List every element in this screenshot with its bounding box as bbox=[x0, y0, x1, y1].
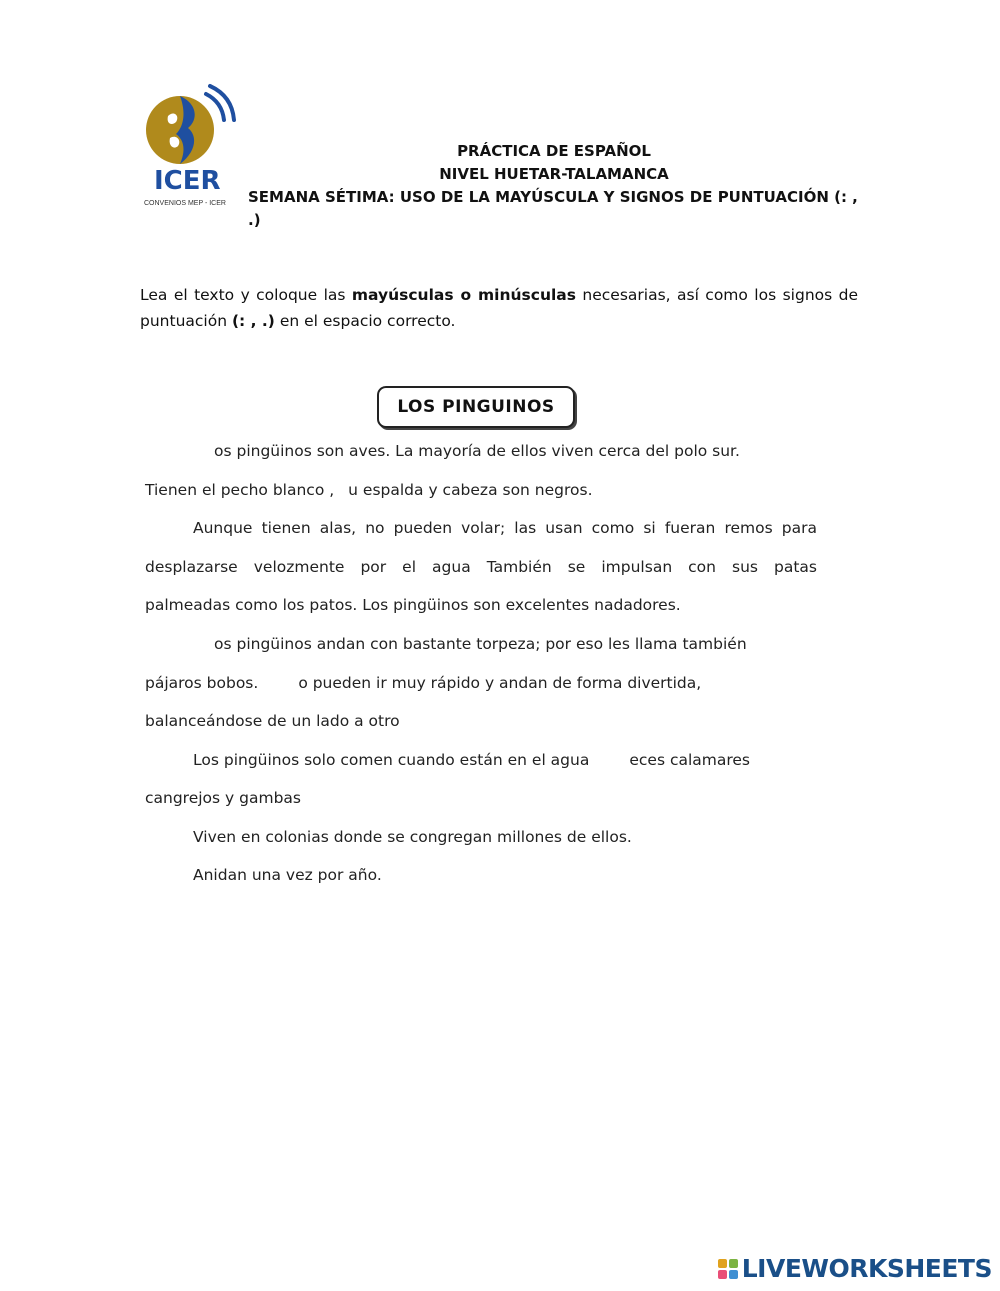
story-line-1-text: os pingüinos son aves. La mayoría de ellos viven cerca del polo sur. bbox=[214, 442, 740, 460]
story-line-9-text-a: Los pingüinos solo comen cuando están en el agua bbox=[193, 751, 590, 769]
instructions-bold-1: mayúsculas o minúsculas bbox=[351, 286, 576, 304]
instructions-paragraph bbox=[140, 282, 858, 334]
story-line-2-text-b: u espalda y cabeza son negros. bbox=[348, 481, 593, 499]
header-line-1: PRÁCTICA DE ESPAÑOL bbox=[457, 142, 651, 160]
story-line-8: balanceándose de un lado a otro bbox=[145, 712, 400, 730]
brand-tile bbox=[729, 1270, 738, 1279]
story-line-7-text-a: pájaros bobos. bbox=[145, 674, 259, 692]
story-title: LOS PINGUINOS bbox=[397, 397, 555, 417]
story-line-12: Anidan una vez por año. bbox=[193, 866, 382, 884]
brand-tile bbox=[718, 1259, 727, 1268]
story-line-5: palmeadas como los patos. Los pingüinos son excelentes nadadores. bbox=[145, 596, 681, 614]
story-line-4: desplazarse velozmente por el agua También se impulsan con sus patas bbox=[145, 558, 817, 576]
brand-tile bbox=[729, 1259, 738, 1268]
instructions-text-2: necesarias, así como los signos de puntuación bbox=[140, 286, 858, 330]
story-line-9-text-b: eces calamares bbox=[629, 751, 751, 769]
story-line-7-text-b: o pueden ir muy rápido y andan de forma divertida, bbox=[298, 674, 702, 692]
story-line-9 bbox=[145, 748, 817, 772]
header-line-2: NIVEL HUETAR-TALAMANCA bbox=[439, 165, 669, 183]
icer-logo bbox=[140, 80, 240, 215]
brand-tile bbox=[718, 1270, 727, 1279]
story-line-2-text-a: Tienen el pecho blanco , bbox=[145, 481, 335, 499]
story-line-7 bbox=[145, 671, 817, 695]
icer-logo-emblem bbox=[140, 80, 240, 180]
header-line-3: SEMANA SÉTIMA: USO DE LA MAYÚSCULA Y SIGNOS DE PUNTUACIÓN (: , .) bbox=[248, 188, 858, 229]
liveworksheets-wordmark: LIVEWORKSHEETS bbox=[741, 1254, 992, 1283]
liveworksheets-icon bbox=[718, 1259, 738, 1279]
instructions-bold-2: (: , .) bbox=[231, 312, 275, 330]
instructions-text-3: en el espacio correcto. bbox=[274, 312, 456, 330]
story-title-box bbox=[377, 386, 575, 428]
logo-name: ICER bbox=[154, 166, 221, 196]
story-line-11: Viven en colonias donde se congregan millones de ellos. bbox=[193, 828, 632, 846]
liveworksheets-brand bbox=[718, 1254, 992, 1283]
story-line-10: cangrejos y gambas bbox=[145, 789, 301, 807]
instructions-text-1: Lea el texto y coloque las bbox=[140, 286, 352, 304]
story-line-2 bbox=[145, 478, 817, 502]
story-line-1 bbox=[145, 439, 817, 463]
story-line-6 bbox=[145, 632, 817, 656]
story-line-3: Aunque tienen alas, no pueden volar; las usan como si fueran remos para bbox=[193, 519, 817, 537]
story-line-6-text: os pingüinos andan con bastante torpeza; por eso les llama también bbox=[214, 635, 747, 653]
document-header bbox=[240, 140, 868, 232]
logo-subtitle: CONVENIOS MEP - ICER bbox=[144, 200, 226, 207]
